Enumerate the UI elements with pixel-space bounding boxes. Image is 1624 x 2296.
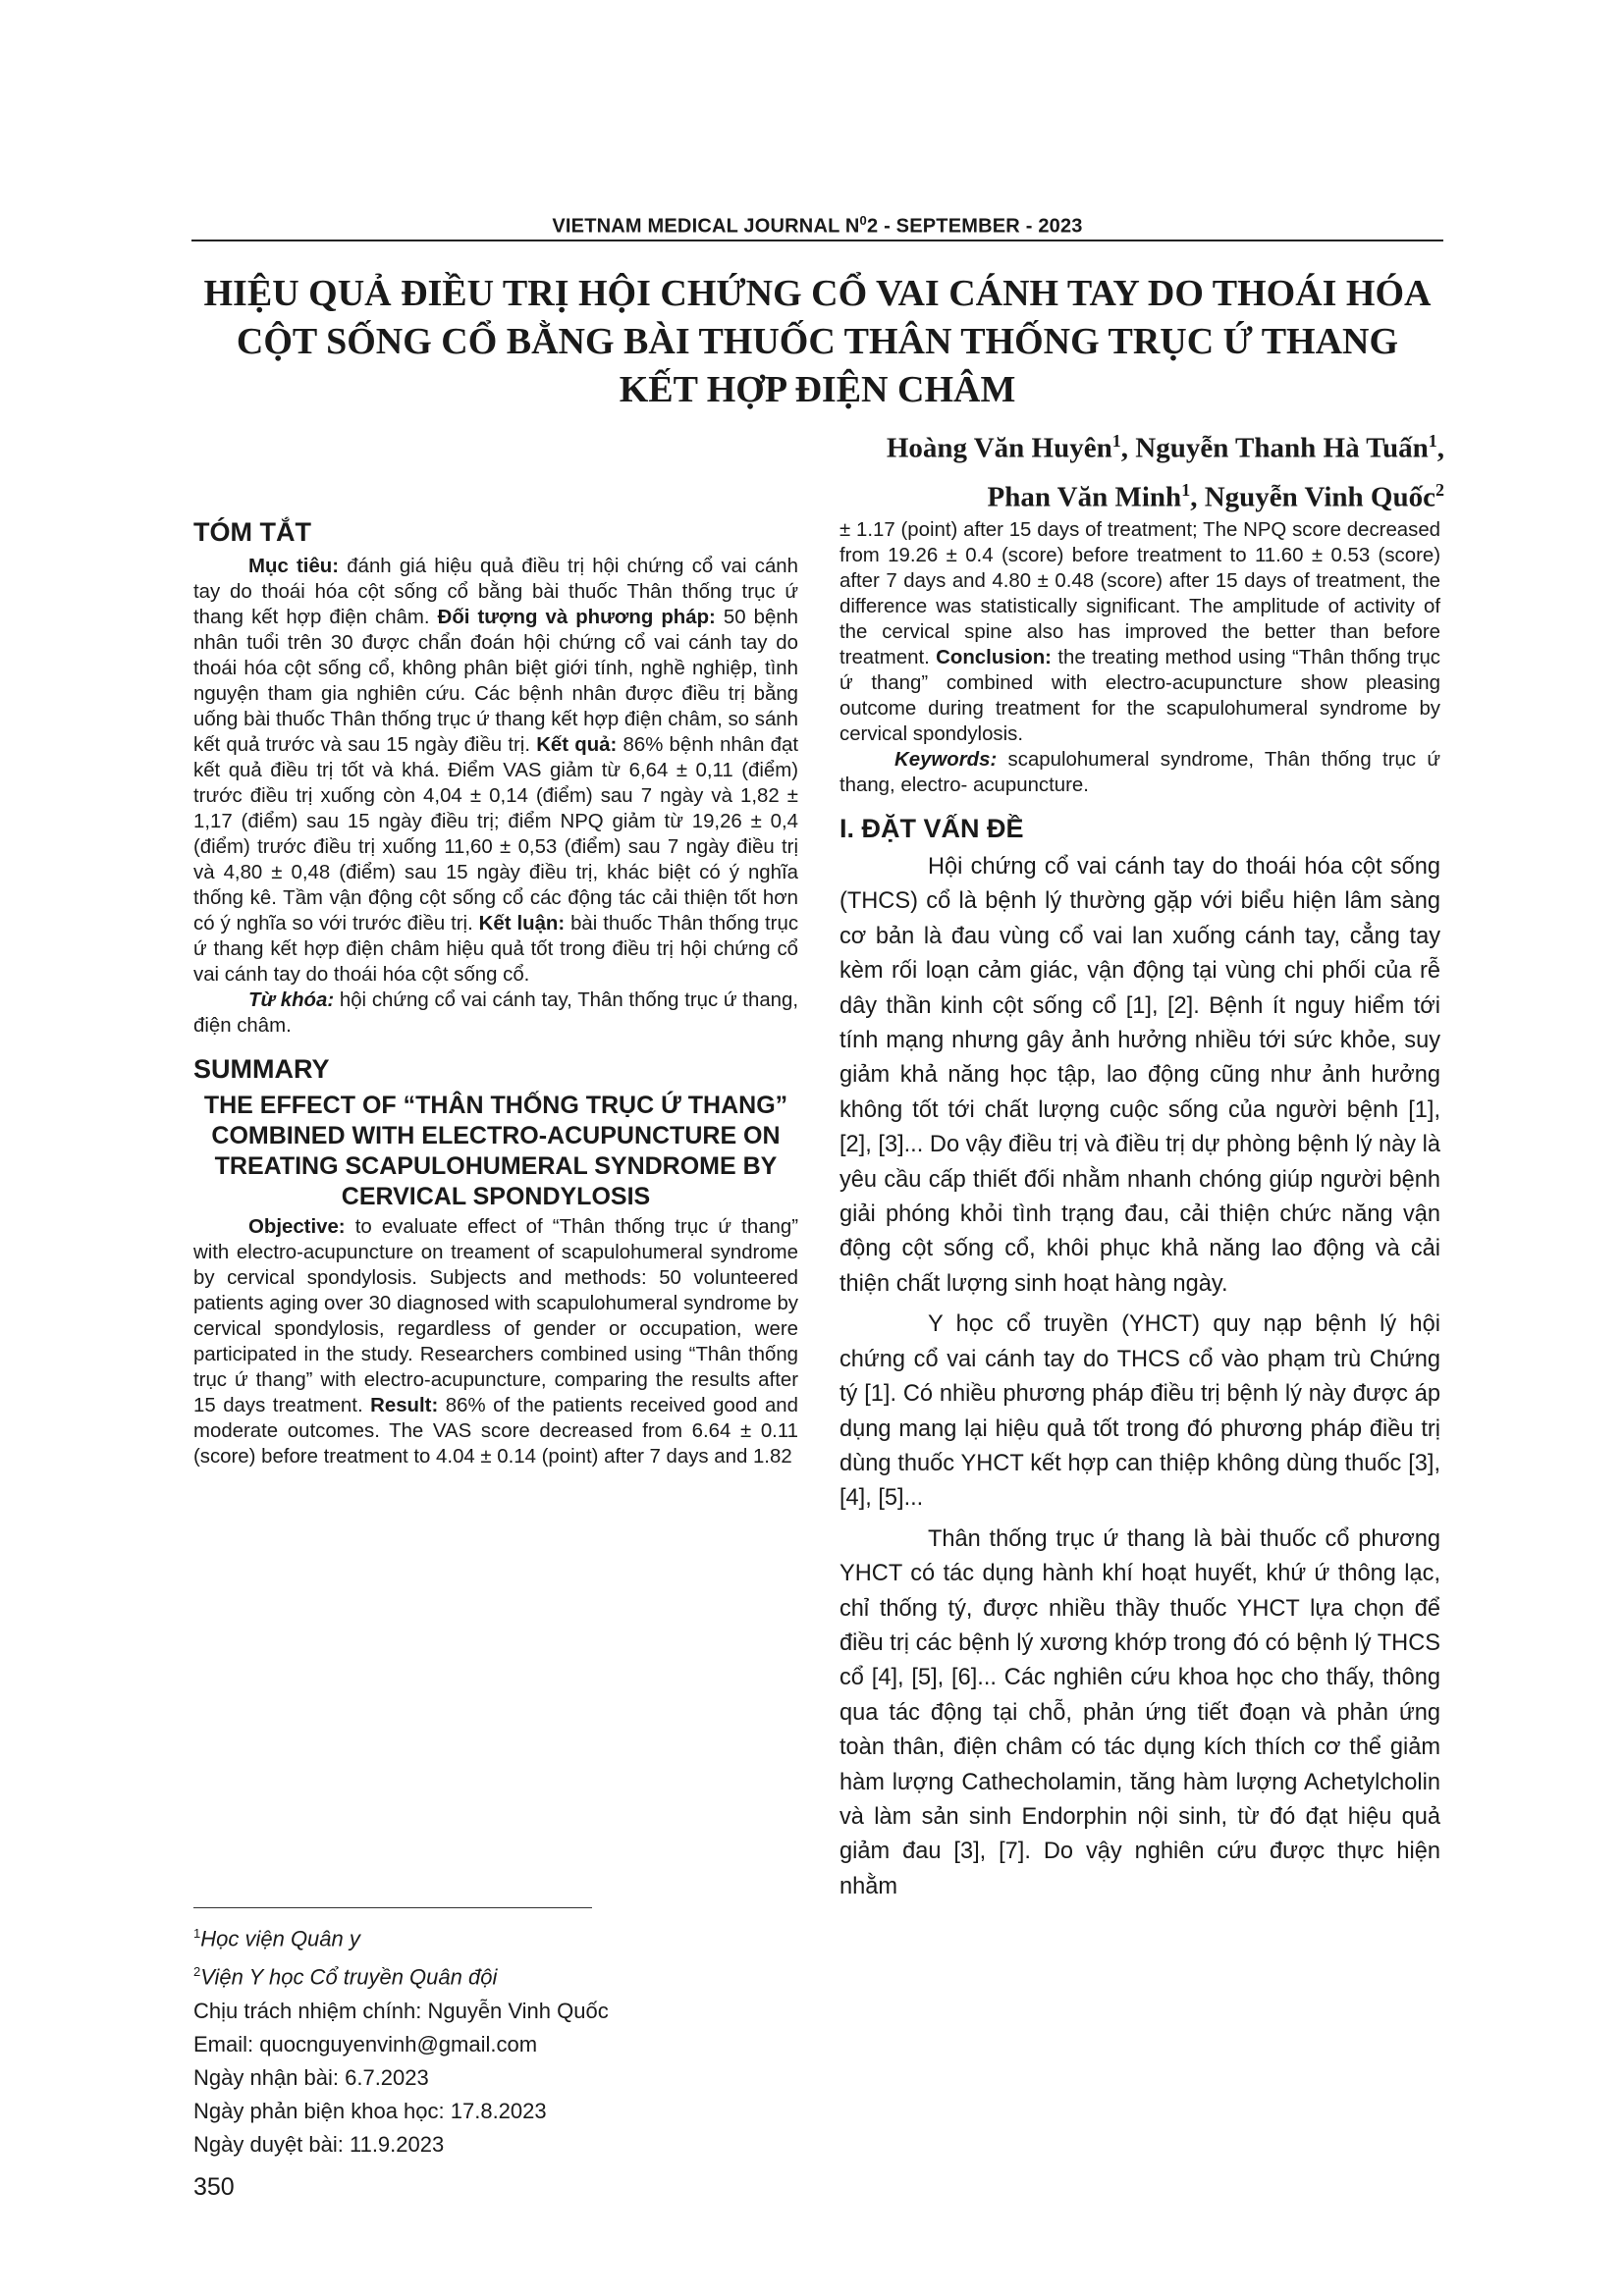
label-conclusion-vi: Kết luận: xyxy=(478,913,566,934)
label-objective-en: Objective: xyxy=(248,1216,346,1238)
paragraph-text: Hội chứng cổ vai cánh tay do thoái hóa cột sống (THCS) cổ là bệnh lý thường gặp với biểu hiện lâm sàng cơ bản là đau vùng cổ vai lan xuống cánh tay, cẳng tay kèm rối loạn cảm giác, vận động tại vùng chi phối của rễ dây thần kinh cột sống cổ [1], [2]. Bệnh ít nguy hiểm tới tính mạng nhưng gây ảnh hưởng nhiều tới sức khỏe, suy giảm khả năng học tập, lao động cũng như ảnh hưởng không tốt tới chất lượng cuộc sống của người bệnh [1], [2], [3]... Do vậy điều trị và điều trị dự phòng bệnh lý này là yêu cầu cấp thiết đối nhằm nhanh chóng giúp người bệnh giải phóng khỏi tình trạng đau, cải thiện chức năng vận động cột sống cổ, khôi phục khả năng lao động và cải thiện chất lượng sinh hoạt hàng ngày. xyxy=(839,854,1440,1297)
summary-body-right xyxy=(839,517,1440,747)
label-objective-vi: Mục tiêu: xyxy=(248,556,340,577)
affiliation-sup: 1 xyxy=(193,1926,201,1941)
affiliation-text: Viện Y học Cổ truyền Quân đội xyxy=(200,1964,498,1990)
abstract-conclusion-text: bài thuốc Thân thống trục ứ thang kết hợp điện châm hiệu quả tốt trong điều trị hội chứng cổ vai cánh tay do thoái hóa cột sống cổ. xyxy=(193,913,799,986)
label-keywords-vi: Từ khóa: xyxy=(248,989,335,1011)
abstract-results-text: 86% bệnh nhân đạt kết quả điều trị tốt và khá. Điểm VAS giảm từ 6,64 ± 0,11 (điểm) trước điều trị xuống còn 4,04 ± 0,14 (điểm) sau 7 ngày và 1,82 ± 1,17 (điểm) sau 15 ngày điều trị; điểm NPQ giảm từ 19,26 ± 0,4 (điểm) trước điều trị xuống 11,60 ± 0,53 (điểm) sau 7 ngày điều trị và 4,80 ± 0,48 (điểm) sau 15 ngày điều trị, khác biệt có ý nghĩa thống kê. Tầm vận động cột sống cổ các động tác cải thiện tốt hơn có ý nghĩa so với trước điều trị. xyxy=(193,734,798,934)
author-affiliation-sup: 1 xyxy=(1428,431,1437,451)
keywords-en xyxy=(839,747,1440,798)
journal-issue: 2 - SEPTEMBER - 2023 xyxy=(866,215,1083,238)
left-column xyxy=(193,517,798,1469)
abstract-heading: TÓM TẮT xyxy=(193,517,311,547)
author-name: Nguyễn Thanh Hà Tuấn xyxy=(1135,432,1429,464)
affiliation-2 xyxy=(193,1955,802,1994)
author-affiliation-sup: 1 xyxy=(1181,479,1191,500)
date-received: Ngày nhận bài: 6.7.2023 xyxy=(193,2064,429,2090)
label-methods-vi: Đối tượng và phương pháp: xyxy=(437,607,716,628)
author-separator: , xyxy=(1190,481,1205,513)
paragraph-text: Thân thống trục ứ thang là bài thuốc cổ phương YHCT có tác dụng hành khí hoạt huyết, khứ ứ thông lạc, chỉ thống tý, được nhiều thầy thuốc YHCT lựa chọn để điều trị các bệnh lý xương khớp trong đó có bệnh lý THCS cổ [4], [5], [6]... Các nghiên cứu khoa học cho thấy, thông qua tác động tại chỗ, phản ứng tiết đoạn và phản ứng toàn thân, điện châm có tác dụng kích thích cơ thể giảm hàm lượng Cathecholamin, tăng hàm lượng Achetylcholin và làm sản sinh Endorphin nội sinh, từ đó đạt hiệu quả giảm đau [3], [7]. Do vậy nghiên cứu được thực hiện nhằm xyxy=(839,1525,1440,1899)
journal-number-sup: 0 xyxy=(859,213,867,228)
author-name: Hoàng Văn Huyên xyxy=(886,432,1112,464)
section-1-paragraph-1 xyxy=(839,850,1440,1302)
keywords-vi xyxy=(193,988,798,1039)
author-affiliation-sup: 1 xyxy=(1111,431,1121,451)
label-results-vi: Kết quả: xyxy=(536,734,618,756)
author-separator: , xyxy=(1120,432,1136,464)
author-line-2 xyxy=(561,469,1444,518)
author-line-1 xyxy=(561,420,1444,469)
right-column xyxy=(839,517,1440,1910)
title-line-3: KẾT HỢP ĐIỆN CHÂM xyxy=(619,369,1016,410)
contact-email: Email: quocnguyenvinh@gmail.com xyxy=(193,2031,538,2056)
section-1-paragraph-2 xyxy=(839,1308,1440,1516)
summary-result-text: 86% of the patients received good and moderate outcomes. The VAS score decreased from 6.64 ± 0.11 (score) before treatment to 4.04 ± 0.14 (point) after 7 days and 1.82 xyxy=(193,1395,798,1468)
section-1-paragraph-3 xyxy=(839,1522,1440,1904)
date-reviewed: Ngày phản biện khoa học: 17.8.2023 xyxy=(193,2098,547,2123)
abstract-vi-body xyxy=(193,554,798,988)
author-separator: , xyxy=(1436,432,1444,464)
footnotes xyxy=(193,1917,802,2162)
section-1-heading: I. ĐẶT VẤN ĐỀ xyxy=(839,814,1024,843)
summary-conclusion-text: the treating method using “Thân thống trục ứ thang” combined with electro-acupuncture show pleasing outcome during treatment for the scapulohumeral syndrome by cervical spondylosis. xyxy=(839,647,1440,745)
title-line-2: CỘT SỐNG CỔ BẰNG BÀI THUỐC THÂN THỐNG TRỤC Ứ THANG xyxy=(236,321,1399,362)
summary-body-text: to evaluate effect of “Thân thống trục ứ thang” with electro-acupuncture on treament of scapulohumeral syndrome by cervical spondylosis. Subjects and methods: 50 volunteered patients aging over 30 diagnosed with scapulohumeral syndrome by cervical spondylosis, regardless of gender or occupation, were participated in the study. Researchers combined using “Thân thống trục ứ thang” with electro-acupuncture, comparing the results after 15 days treatment. xyxy=(193,1216,798,1416)
author-list xyxy=(561,420,1444,517)
summary-title: THE EFFECT OF “THÂN THỐNG TRỤC Ứ THANG” COMBINED WITH ELECTRO-ACUPUNCTURE ON TREATING SCAPULOHUMERAL SYNDROME BY CERVICAL SPONDYLOSIS xyxy=(203,1092,788,1210)
abstract-objective-text: đánh giá hiệu quả điều trị hội chứng cổ vai cánh tay do thoái hóa cột sống cổ bằng bài thuốc Thân thống trục ứ thang kết hợp điện châm. xyxy=(193,556,798,628)
abstract-methods-text: 50 bệnh nhân tuổi trên 30 được chẩn đoán hội chứng cổ vai cánh tay do thoái hóa cột sống cổ, không phân biệt giới tính, nghề nghiệp, tình nguyện tham gia nghiên cứu. Các bệnh nhân được điều trị bằng uống bài thuốc Thân thống trục ứ thang kết hợp điện châm, so sánh kết quả trước và sau 15 ngày điều trị. xyxy=(193,607,798,756)
paper-title xyxy=(191,270,1443,414)
title-line-1: HIỆU QUẢ ĐIỀU TRỊ HỘI CHỨNG CỔ VAI CÁNH TAY DO THOÁI HÓA xyxy=(203,273,1432,314)
footnote-rule xyxy=(193,1907,592,1908)
paragraph-text: Y học cổ truyền (YHCT) quy nạp bệnh lý hội chứng cổ vai cánh tay do THCS cổ vào phạm trù Chứng tý [1]. Có nhiều phương pháp điều trị bệnh lý này được áp dụng mang lại hiệu quả tốt trong đó phương pháp điều trị dùng thuốc YHCT kết hợp can thiệp không dùng thuốc [3], [4], [5]... xyxy=(839,1311,1440,1512)
author-name: Nguyễn Vinh Quốc xyxy=(1204,481,1435,513)
affiliation-1 xyxy=(193,1917,802,1955)
affiliation-text: Học viện Quân y xyxy=(200,1926,360,1951)
summary-result-cont: ± 1.17 (point) after 15 days of treatment; The NPQ score decreased from 19.26 ± 0.4 (score) before treatment to 11.60 ± 0.53 (score) after 7 days and 4.80 ± 0.48 (score) after 15 days of treatment, the difference was statistically significant. The amplitude of activity of the cervical spine also has improved the better than before treatment. xyxy=(839,519,1440,668)
affiliation-sup: 2 xyxy=(193,1964,201,1980)
label-keywords-en: Keywords: xyxy=(894,749,998,771)
journal-header xyxy=(191,213,1443,239)
label-result-en: Result: xyxy=(370,1395,439,1416)
header-rule xyxy=(191,240,1443,241)
keywords-en-text: scapulohumeral syndrome, Thân thống trục ứ thang, electro- acupuncture. xyxy=(839,749,1440,796)
corresponding-author: Chịu trách nhiệm chính: Nguyễn Vinh Quốc xyxy=(193,1998,609,2023)
author-name: Phan Văn Minh xyxy=(987,481,1182,513)
summary-body-left xyxy=(193,1214,798,1469)
journal-name: VIETNAM MEDICAL JOURNAL N xyxy=(552,215,860,238)
keywords-vi-text: hội chứng cổ vai cánh tay, Thân thống trục ứ thang, điện châm. xyxy=(193,989,799,1037)
author-affiliation-sup: 2 xyxy=(1435,479,1444,500)
label-conclusion-en: Conclusion: xyxy=(936,647,1052,668)
date-accepted: Ngày duyệt bài: 11.9.2023 xyxy=(193,2131,445,2157)
summary-heading: SUMMARY xyxy=(193,1054,330,1084)
page-number: 350 xyxy=(193,2173,235,2201)
